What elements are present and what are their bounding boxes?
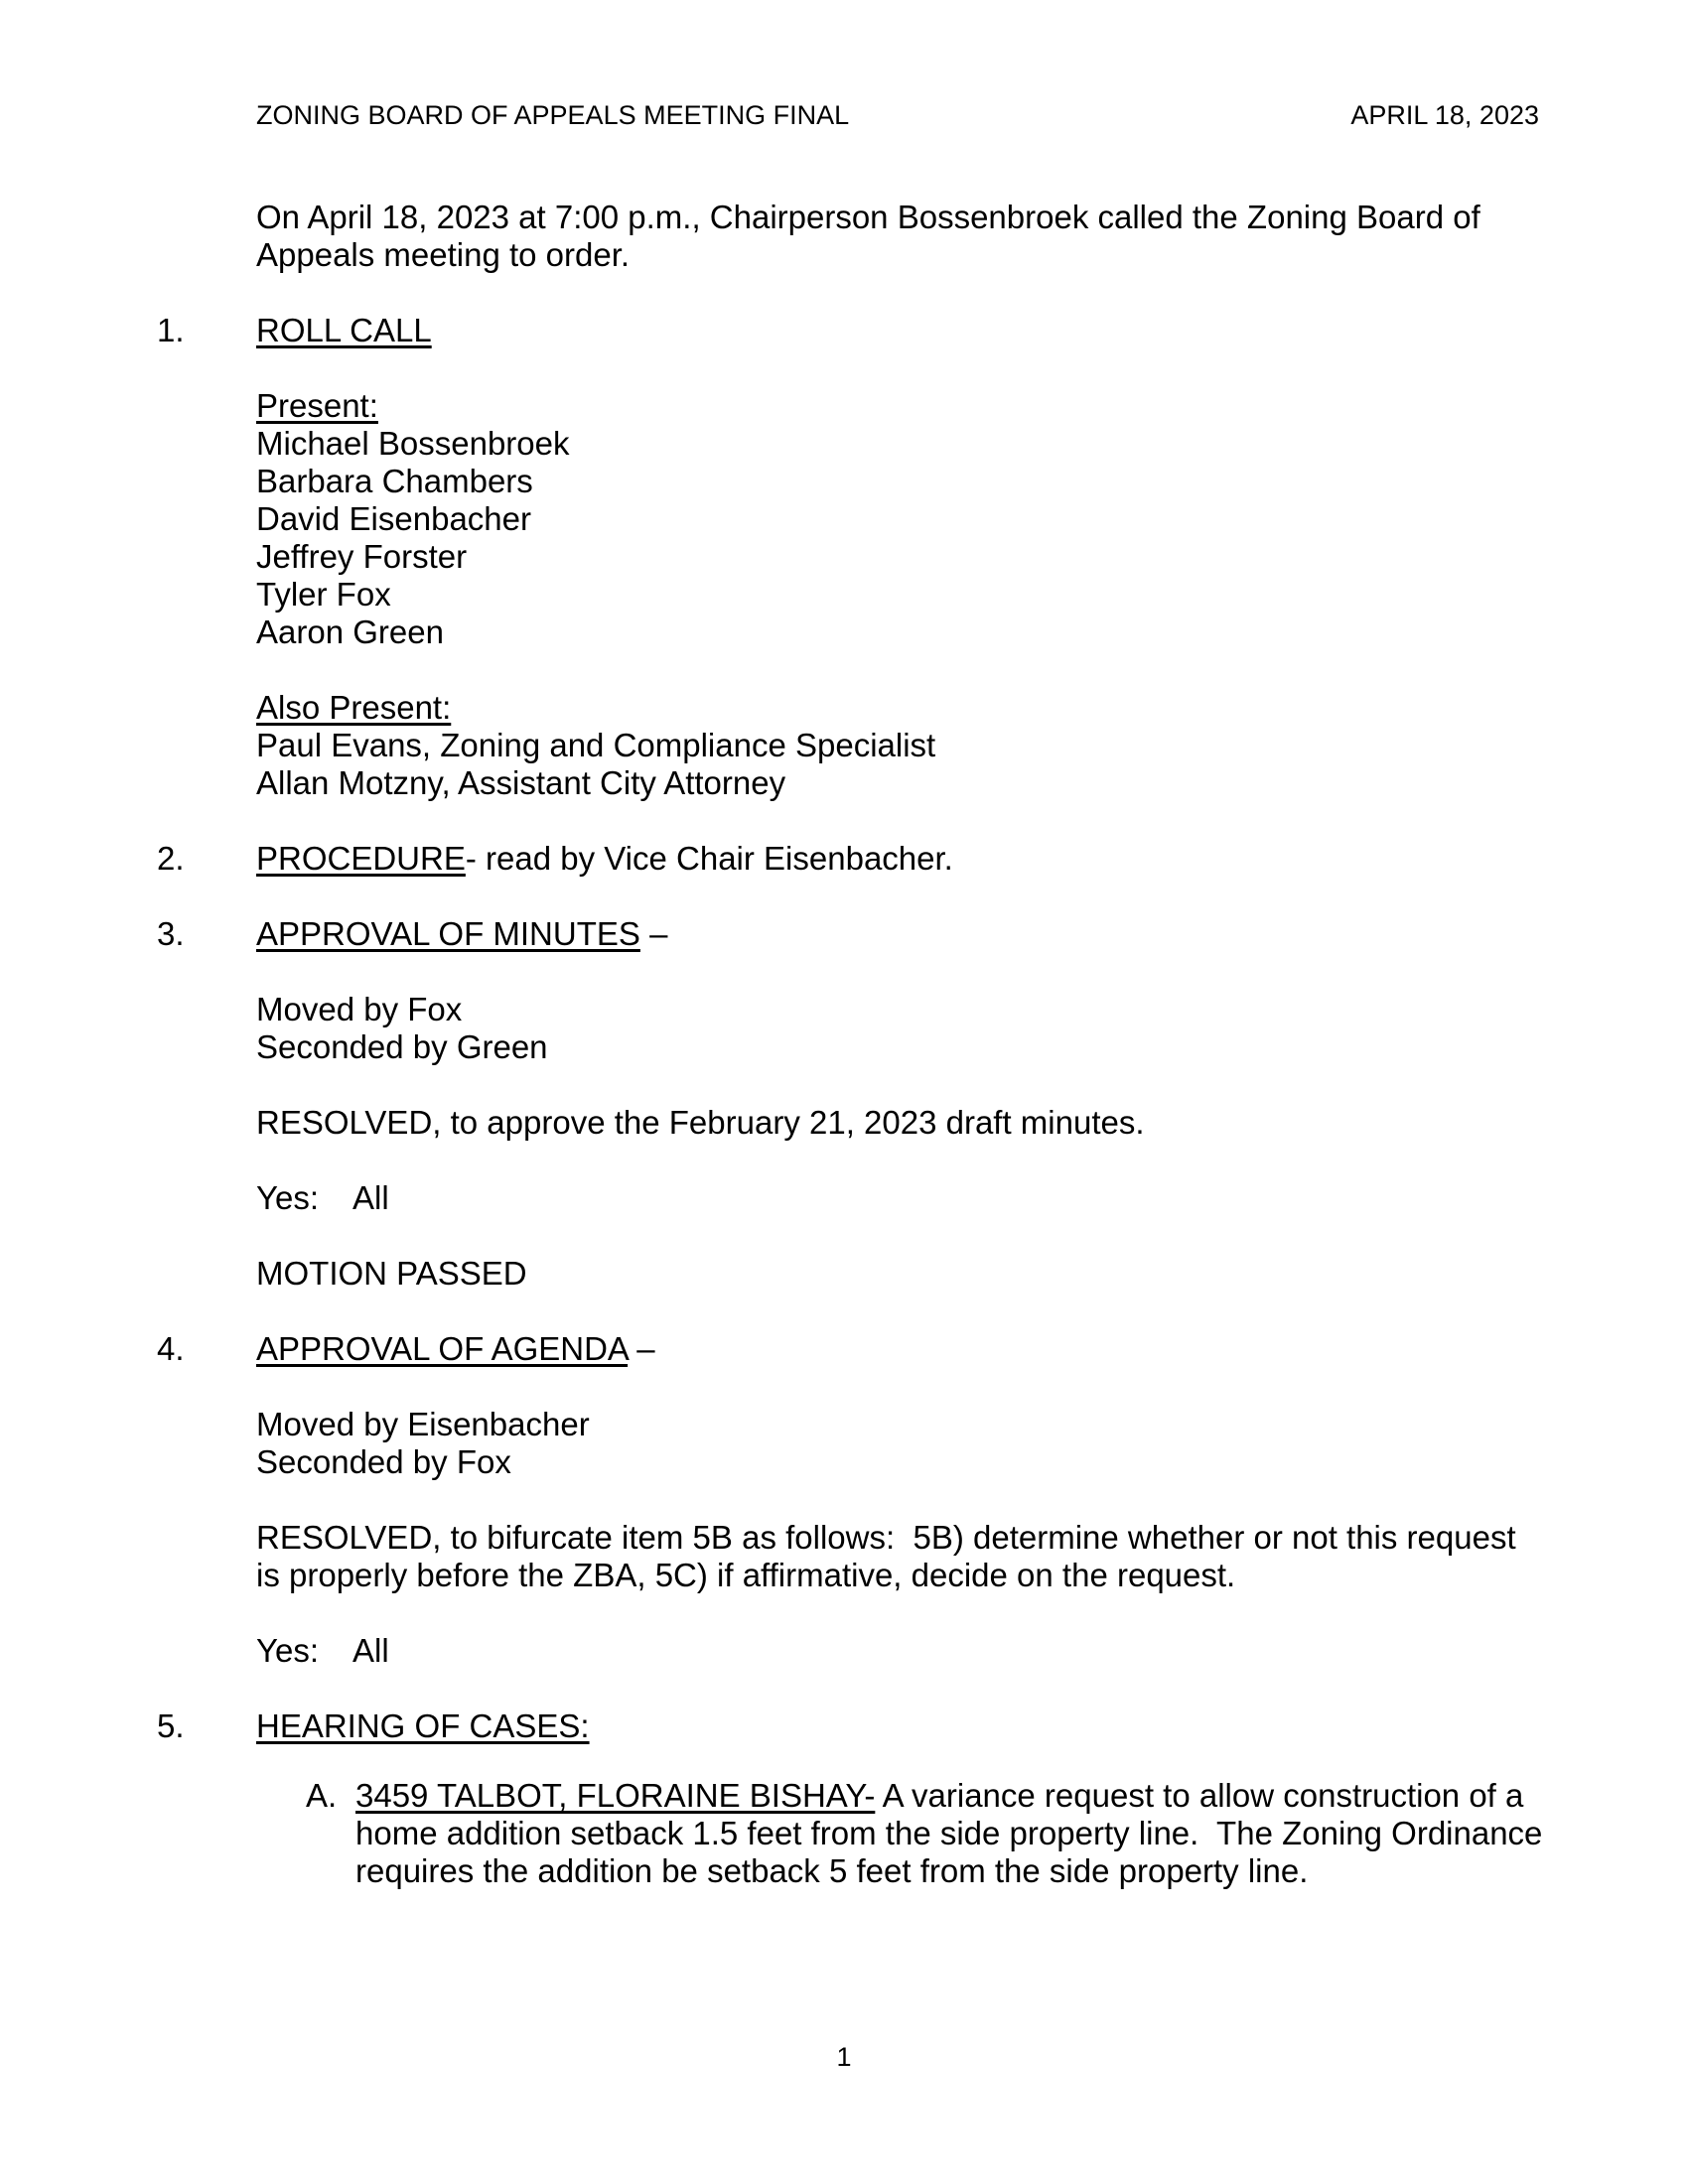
- item-4-number: 4.: [157, 1330, 185, 1367]
- item-3-heading-block: [256, 915, 1541, 953]
- item-2-number: 2.: [157, 840, 185, 877]
- item-4-vote-label: Yes:: [256, 1632, 320, 1669]
- item-3-heading: APPROVAL OF MINUTES: [256, 915, 640, 952]
- item-3-result-block: [256, 1255, 1541, 1293]
- item-5-heading-block: [256, 1707, 1541, 1745]
- also-present-label: Also Present:: [256, 689, 452, 726]
- item-1-number: 1.: [157, 312, 185, 348]
- document-header-title: ZONING BOARD OF APPEALS MEETING FINAL: [256, 100, 850, 130]
- item-4-line: [256, 1330, 1541, 1368]
- present-list: [256, 387, 1541, 651]
- item-3-resolved-block: [256, 1104, 1541, 1142]
- item-3-line: [256, 915, 1541, 953]
- case-a-letter: A.: [306, 1777, 338, 1814]
- item-3-vote-value: All: [352, 1179, 389, 1216]
- page-number: 1: [836, 2042, 852, 2072]
- item-3-vote: [256, 1179, 1541, 1217]
- present-label: Present:: [256, 387, 378, 424]
- item-4-resolved-line-2: is properly before the ZBA, 5C) if affirmative, decide on the request.: [256, 1557, 1236, 1593]
- also-present-list: [256, 689, 1541, 802]
- item-3-suffix: –: [639, 915, 668, 952]
- item-5-heading: HEARING OF CASES:: [256, 1707, 590, 1744]
- also-present-member: Allan Motzny, Assistant City Attorney: [256, 764, 786, 801]
- item-2-line: [256, 840, 1541, 878]
- item-4-heading: APPROVAL OF AGENDA: [256, 1330, 629, 1367]
- item-4-moved: Moved by Eisenbacher: [256, 1406, 590, 1442]
- item-3-vote-label: Yes:: [256, 1179, 320, 1216]
- item-3-seconded: Seconded by Green: [256, 1028, 548, 1065]
- item-3-resolved: RESOLVED, to approve the February 21, 2023 draft minutes.: [256, 1104, 1145, 1141]
- present-member: Jeffrey Forster: [256, 538, 468, 575]
- item-4-vote-line: [256, 1632, 1541, 1670]
- present-member: Tyler Fox: [256, 576, 391, 613]
- item-3-motion: [256, 991, 1541, 1066]
- item-2-heading: PROCEDURE: [256, 840, 466, 877]
- item-3-vote-line: [256, 1179, 1541, 1217]
- item-3-result: MOTION PASSED: [256, 1255, 527, 1292]
- item-3-moved: Moved by Fox: [256, 991, 463, 1027]
- also-present-member: Paul Evans, Zoning and Compliance Specialist: [256, 727, 936, 763]
- item-4-vote: [256, 1632, 1541, 1670]
- item-4-resolved-line-1: RESOLVED, to bifurcate item 5B as follows: 5B) determine whether or not this request: [256, 1519, 1516, 1556]
- item-4-resolved-block: [256, 1519, 1541, 1594]
- item-4-suffix: –: [628, 1330, 655, 1367]
- present-member: Barbara Chambers: [256, 463, 533, 499]
- case-a-line-2: home addition setback 1.5 feet from the side property line. The Zoning Ordinance: [355, 1815, 1543, 1851]
- intro-line-2: Appeals meeting to order.: [256, 236, 631, 273]
- intro-paragraph: [256, 199, 1541, 274]
- item-5-number: 5.: [157, 1707, 185, 1744]
- case-a-block: [355, 1777, 1551, 1890]
- item-1-heading-block: [256, 312, 1541, 349]
- item-4-heading-block: [256, 1330, 1541, 1368]
- present-member: Michael Bossenbroek: [256, 425, 570, 462]
- item-4-motion: [256, 1406, 1541, 1481]
- document-header-date: APRIL 18, 2023: [1350, 100, 1539, 130]
- intro-line-1: On April 18, 2023 at 7:00 p.m., Chairperson Bossenbroek called the Zoning Board of: [256, 199, 1480, 235]
- present-member: Aaron Green: [256, 614, 444, 650]
- item-2-block: [256, 840, 1541, 878]
- item-1-heading: ROLL CALL: [256, 312, 432, 348]
- present-member: David Eisenbacher: [256, 500, 531, 537]
- case-a-line-3: requires the addition be setback 5 feet from the side property line.: [355, 1852, 1309, 1889]
- case-a-line-1: [355, 1777, 1551, 1815]
- item-4-seconded: Seconded by Fox: [256, 1443, 511, 1480]
- case-a-title: 3459 TALBOT, FLORAINE BISHAY-: [355, 1777, 876, 1814]
- case-a-text-1: A variance request to allow construction of a: [875, 1777, 1524, 1814]
- item-4-vote-value: All: [352, 1632, 389, 1669]
- item-3-number: 3.: [157, 915, 185, 952]
- item-2-suffix: - read by Vice Chair Eisenbacher.: [465, 840, 953, 877]
